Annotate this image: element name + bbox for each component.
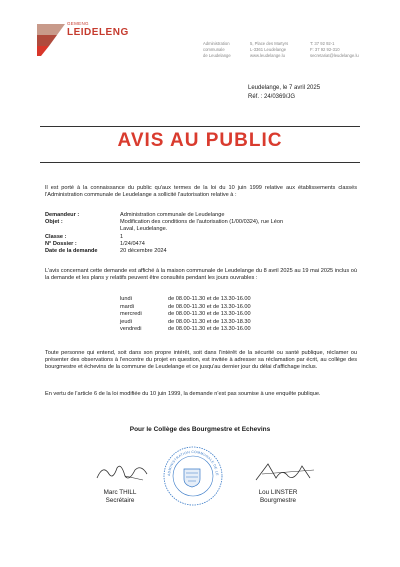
signer-secretary [80,489,160,505]
hours-row: jeudi de 08.00-11.30 et de 13.30-18.30 [120,318,251,325]
signature-secretary [85,460,165,484]
reference-line: Réf. : 24/0369/JG [248,94,296,100]
signer-name: Marc THILL [103,489,137,496]
hours-row: vendredi de 08.00-11.30 et de 13.30-16.00 [120,326,251,332]
detail-row-applicant: Demandeur : Administration communale de Leudelange [45,212,225,218]
intro-paragraph: Il est porté à la connaissance du public qu'aux termes de la loi du 10 juin 1999 relative aux établissements classés l'Administration communale de Leudelange a sollicité l'autorisation relative à : [45,185,357,199]
opening-hours [120,296,251,334]
signer-role: Bourgmestre [259,497,297,504]
contact-phone-email: T: 37 92 92-1 F: 37 92 92-310 secretariat@leudelange.lu [310,41,359,58]
signature-heading: Pour le Collège des Bourgmestre et Echevins [129,426,271,433]
article-paragraph: En vertu de l'article 6 de la loi modifiée du 10 juin 1999, la demande n'est pas soumise à une enquête publique. [45,391,321,397]
leudelange-logo-icon [37,20,67,56]
detail-row-class: Classe : 1 [45,233,124,240]
logo-small-text: GEMENG [67,21,89,26]
contact-address-admin: Administration communale de Leudelange [203,41,231,58]
hours-row: lundi de 08.00-11.30 et de 13.30-16.00 [120,296,251,302]
objections-paragraph: Toute personne qui entend, soit dans son propre intérêt, soit dans l'intérêt de la sécurité ou santé publique, réclamer ou présenter des observations à l'encontre du projet en question, est invitée à adresser sa réclamation par écrit, au collège des bourgmestre et échevins de la commune de Leudelange et ce jusqu'au dernier jour du délai d'affichage inclus. [45,350,357,371]
official-seal [162,445,224,507]
leudelange-logo [37,20,167,60]
display-paragraph: L'avis concernant cette demande est affiché à la maison communale de Leudelange du 8 avril 2025 au 19 mai 2025 inclus où la demande et les plans y relatifs peuvent être consultés pendant les jours ouvrables : [45,268,357,282]
date-line: Leudelange, le 7 avril 2025 [248,85,321,91]
signer-name: Lou LINSTER [258,489,298,496]
signature-mayor [248,460,328,484]
page-title: AVIS AU PUBLIC [117,130,283,151]
title-rule-top [40,126,360,127]
seal-text: ADMINISTRATION COMMUNALE DE LE [166,449,220,477]
hours-row: mardi de 08.00-11.30 et de 13.30-16.00 [120,303,251,310]
title-rule-bottom [40,162,360,163]
hours-row: mercredi de 08.00-11.30 et de 13.30-16.00 [120,311,251,317]
detail-row-request-date: Date de la demande 20 décembre 2024 [45,248,167,255]
logo-name: LEIDELENG [67,27,129,38]
request-details [45,212,357,255]
date-reference [248,84,320,102]
detail-row-file-number: N° Dossier : 1/24/0474 [45,240,145,247]
contact-address-street: 5, Place des Martyrs L-3361 Leudelange www.leudelange.lu [250,41,289,58]
detail-row-object: Objet : Modification des conditions de l'autorisation (1/00/0324), rue Léon Laval, Leudelange. [45,219,284,233]
signer-role: Secrétaire [105,497,135,504]
signer-mayor [238,489,318,505]
letterhead [0,0,400,70]
